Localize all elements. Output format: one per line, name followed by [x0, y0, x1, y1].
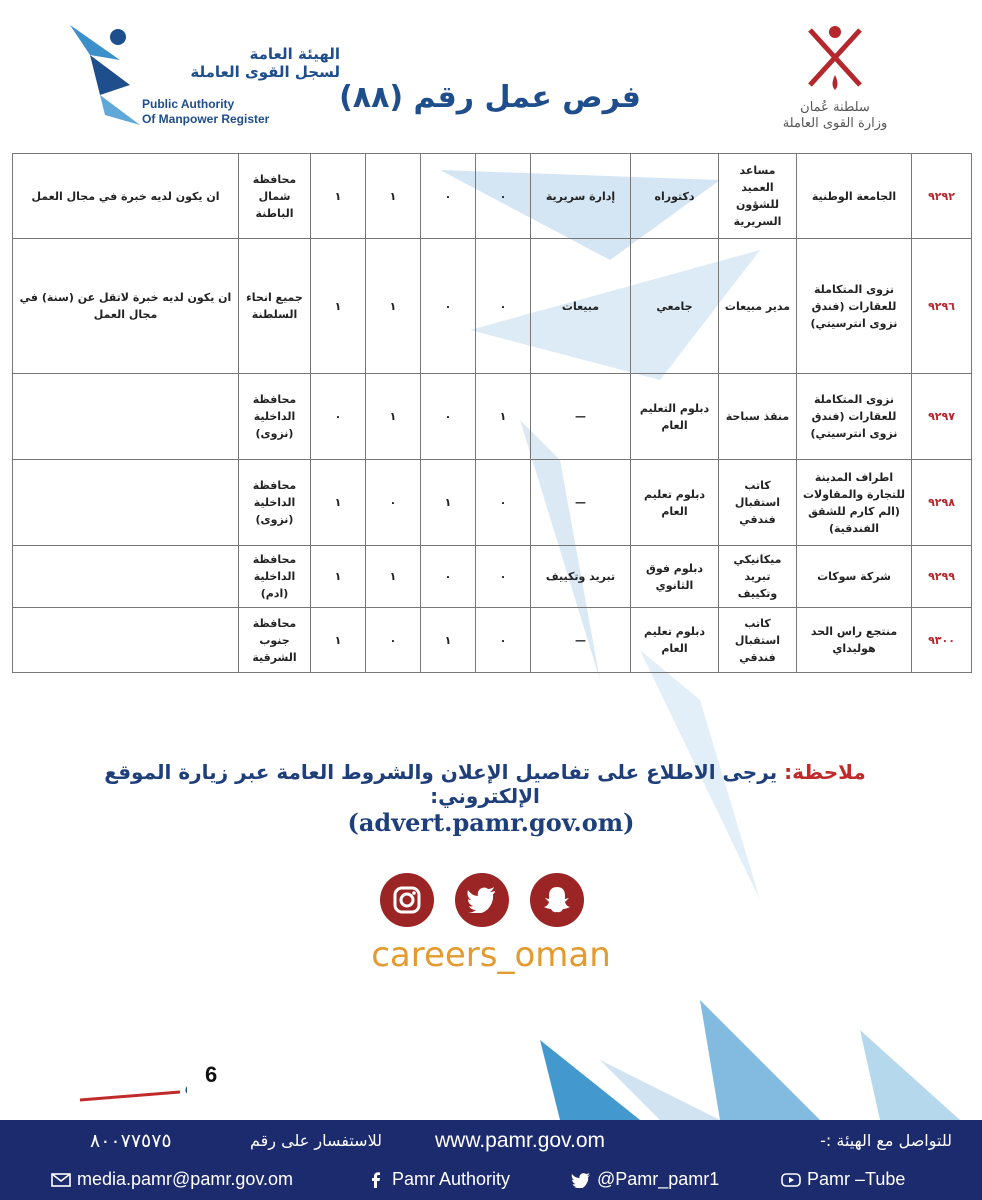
snapchat-icon[interactable] [530, 873, 584, 927]
cell-c3: ١ [366, 239, 421, 374]
cell-c4: ٠ [311, 374, 366, 460]
cell-notes [13, 546, 239, 608]
facebook-icon [366, 1172, 386, 1188]
org-name-ar-line2: لسجل القوى العاملة [190, 63, 340, 81]
footer-youtube-item[interactable] [775, 1164, 905, 1194]
cell-location: محافظة شمال الباطنة [239, 154, 311, 239]
cell-specialization: — [531, 608, 631, 673]
cell-c3: ١ [366, 154, 421, 239]
cell-specialization: مبيعات [531, 239, 631, 374]
note-label: ملاحظة: [784, 760, 866, 784]
cell-qualification: دكتوراه [631, 154, 719, 239]
cell-position: مساعد العميد للشؤون السريرية [719, 154, 797, 239]
footer-row-contact [0, 1126, 982, 1160]
cell-c2: ٠ [421, 239, 476, 374]
cell-c1: ٠ [476, 154, 531, 239]
cell-specialization: — [531, 460, 631, 546]
pamr-logo [60, 15, 340, 140]
cell-company: شركة سوكات [797, 546, 912, 608]
table-row [13, 239, 972, 374]
cell-qualification: دبلوم تعليم العام [631, 608, 719, 673]
cell-c4: ١ [311, 239, 366, 374]
cell-notes [13, 374, 239, 460]
note [60, 760, 910, 808]
mail-icon [51, 1172, 71, 1188]
cell-company: منتجع راس الحد هوليداي [797, 608, 912, 673]
cell-id: ٩٢٩٩ [912, 546, 972, 608]
cell-c2: ٠ [421, 546, 476, 608]
cell-location: محافظة الداخلية (نزوى) [239, 460, 311, 546]
note-url[interactable]: (advert.pamr.gov.om) [347, 808, 635, 837]
cell-id: ٩٢٩٦ [912, 239, 972, 374]
cell-c2: ١ [421, 460, 476, 546]
cell-qualification: دبلوم فوق الثانوي [631, 546, 719, 608]
slogan-logo [72, 1058, 187, 1108]
note-text: يرجى الاطلاع على تفاصيل الإعلان والشروط العامة عبر زيارة الموقع الإلكتروني: [104, 760, 785, 808]
cell-location: محافظة جنوب الشرقية [239, 608, 311, 673]
cell-location: محافظة الداخلية (نزوى) [239, 374, 311, 460]
footer-email-item[interactable] [45, 1164, 293, 1194]
cell-specialization: تبريد وتكييف [531, 546, 631, 608]
ministry-name-line1: سلطنة عُمان [800, 100, 870, 115]
slogan-text [184, 1061, 187, 1097]
cell-location: محافظة الداخلية (ادم) [239, 546, 311, 608]
cell-c1: ٠ [476, 239, 531, 374]
cell-c3: ١ [366, 374, 421, 460]
cell-position: منقذ سباحة [719, 374, 797, 460]
cell-c4: ١ [311, 460, 366, 546]
page-title: فرص عمل رقم (٨٨) [339, 80, 641, 115]
cell-c4: ١ [311, 546, 366, 608]
social-icons [380, 873, 600, 929]
cell-position: مدير مبيعات [719, 239, 797, 374]
cell-notes [13, 460, 239, 546]
cell-id: ٩٢٩٧ [912, 374, 972, 460]
cell-c1: ١ [476, 374, 531, 460]
footer-facebook: Pamr Authority [392, 1169, 511, 1189]
pamr-emblem-icon [60, 15, 150, 135]
cell-c4: ١ [311, 154, 366, 239]
footer-email: media.pamr@pamr.gov.om [77, 1169, 294, 1189]
cell-position: ميكانيكي تبريد وتكييف [719, 546, 797, 608]
org-name-en-line1: Public Authority [142, 97, 235, 111]
cell-notes: ان يكون لديه خبرة في مجال العمل [13, 154, 239, 239]
footer-row-social [0, 1164, 982, 1198]
cell-company: الجامعة الوطنية [797, 154, 912, 239]
instagram-icon[interactable] [380, 873, 434, 927]
footer-youtube: Pamr –Tube [807, 1169, 906, 1189]
cell-position: كاتب استقبال فندقي [719, 460, 797, 546]
youtube-icon [781, 1172, 801, 1188]
oman-emblem-icon [800, 20, 870, 95]
cell-id: ٩٣٠٠ [912, 608, 972, 673]
social-handle[interactable]: careers_oman [371, 935, 611, 975]
cell-id: ٩٢٩٨ [912, 460, 972, 546]
cell-notes: ان يكون لديه خبرة لاتقل عن (سنة) في مجال العمل [13, 239, 239, 374]
cell-c2: ٠ [421, 374, 476, 460]
footer-inquiry-label: للاستفسار على رقم [250, 1131, 382, 1150]
cell-c3: ٠ [366, 460, 421, 546]
ministry-name-line2: وزارة القوى العاملة [782, 116, 888, 131]
footer-website[interactable]: www.pamr.gov.om [435, 1129, 605, 1152]
cell-c2: ١ [421, 608, 476, 673]
twitter-icon[interactable] [455, 873, 509, 927]
org-name-arabic [140, 45, 340, 81]
cell-c3: ١ [366, 546, 421, 608]
page-number: 6 [205, 1062, 218, 1087]
footer [0, 1120, 982, 1200]
ministry-logo [770, 20, 900, 145]
cell-company: نزوى المتكاملة للعقارات (فندق نزوى انترسيتي) [797, 239, 912, 374]
table-row [13, 546, 972, 608]
cell-notes [13, 608, 239, 673]
header [0, 0, 982, 150]
cell-qualification: دبلوم تعليم العام [631, 460, 719, 546]
cell-c1: ٠ [476, 608, 531, 673]
ministry-name [770, 100, 900, 132]
cell-location: جميع انحاء السلطنة [239, 239, 311, 374]
table-row [13, 460, 972, 546]
cell-specialization: إدارة سريرية [531, 154, 631, 239]
cell-specialization: — [531, 374, 631, 460]
cell-c4: ١ [311, 608, 366, 673]
slogan-mark [72, 1058, 187, 1108]
cell-c1: ٠ [476, 460, 531, 546]
cell-qualification: جامعي [631, 239, 719, 374]
org-name-english [142, 97, 269, 127]
footer-phone[interactable]: ٨٠٠٧٧٥٧٥ [90, 1130, 172, 1152]
table-row [13, 154, 972, 239]
org-name-ar-line1: الهيئة العامة [249, 45, 340, 63]
table-row [13, 608, 972, 673]
footer-contact-label: للتواصل مع الهيئة :- [820, 1131, 952, 1150]
cell-c1: ٠ [476, 546, 531, 608]
jobs-table [12, 153, 972, 673]
cell-company: اطراف المدينة للتجارة والمقاولات (الم كارم للشقق الفندقية) [797, 460, 912, 546]
cell-company: نزوى المتكاملة للعقارات (فندق نزوى انترسيتي) [797, 374, 912, 460]
table-row [13, 374, 972, 460]
cell-c2: ٠ [421, 154, 476, 239]
cell-id: ٩٢٩٢ [912, 154, 972, 239]
cell-position: كاتب استقبال فندقي [719, 608, 797, 673]
footer-twitter: @Pamr_pamr1 [597, 1169, 720, 1189]
twitter-small-icon [571, 1172, 591, 1188]
cell-c3: ٠ [366, 608, 421, 673]
cell-qualification: دبلوم التعليم العام [631, 374, 719, 460]
org-name-en-line2: Of Manpower Register [142, 112, 270, 126]
footer-facebook-item[interactable] [360, 1164, 510, 1194]
footer-twitter-item[interactable] [565, 1164, 719, 1194]
